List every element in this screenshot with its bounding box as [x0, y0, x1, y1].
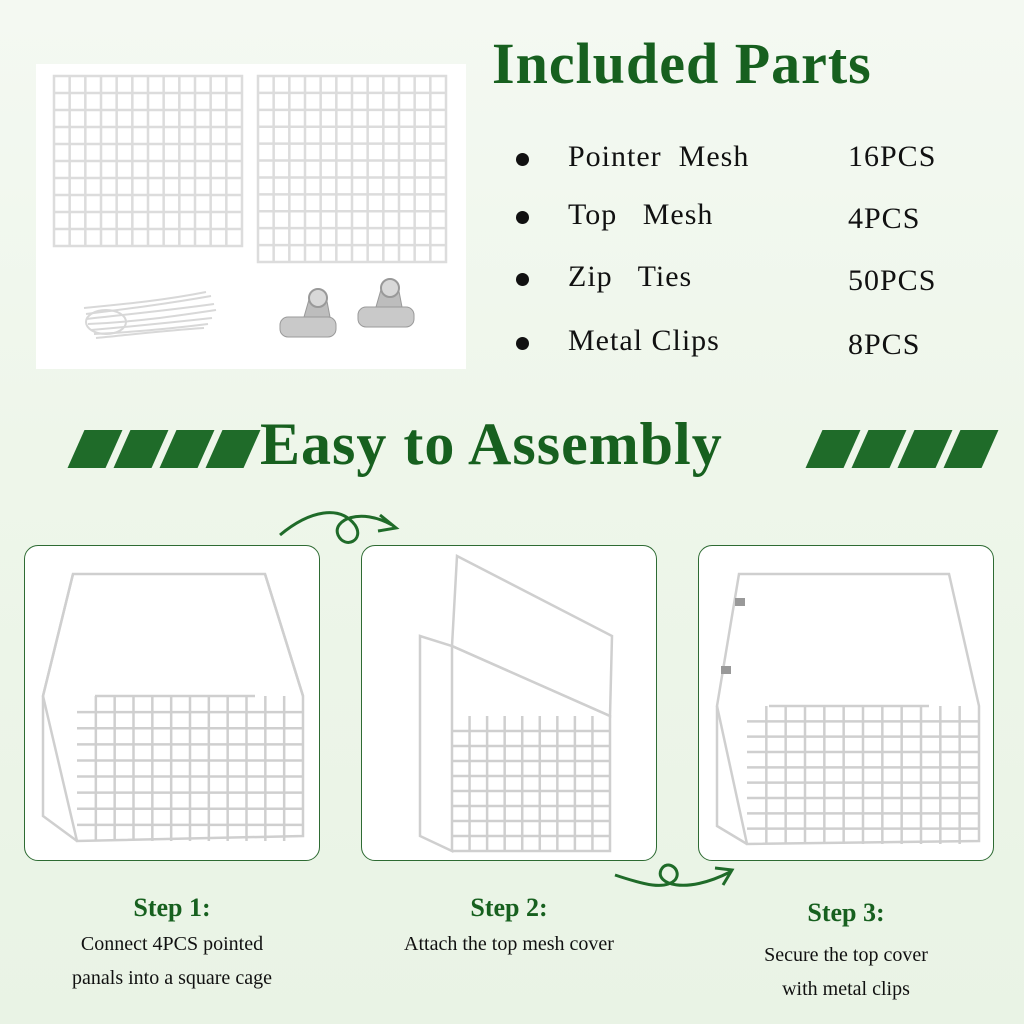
step-1-label: Step 1:	[133, 893, 211, 922]
list-item	[510, 198, 980, 238]
included-parts-image	[36, 64, 466, 369]
page-title: Included Parts	[492, 31, 872, 96]
part-name: Zip Ties	[568, 260, 693, 293]
step-3-image	[698, 545, 994, 861]
part-quantity: 50PCS	[848, 264, 937, 297]
step-2-image	[361, 545, 657, 861]
step-1-image	[24, 545, 320, 861]
bullet-icon	[516, 337, 529, 350]
mesh-panel-image	[54, 76, 242, 246]
decorative-stripes-right	[800, 430, 990, 468]
bullet-icon	[516, 153, 529, 166]
step-2-line-1: Attach the top mesh cover	[404, 933, 614, 955]
step-3-line-2: with metal clips	[782, 978, 910, 1000]
mesh-panel-image	[258, 76, 446, 262]
step-3-label: Step 3:	[807, 898, 885, 927]
bullet-icon	[516, 211, 529, 224]
bullet-icon	[516, 273, 529, 286]
metal-clip-icon	[735, 598, 745, 606]
part-quantity: 8PCS	[848, 328, 921, 361]
assembly-title: Easy to Assembly	[260, 411, 723, 477]
decorative-stripes-left	[66, 430, 250, 468]
open-cage-image	[43, 574, 303, 841]
step-1-line-1: Connect 4PCS pointed	[80, 933, 264, 955]
step-3-description	[698, 938, 994, 1006]
list-item	[510, 140, 980, 180]
step-3-line-1: Secure the top cover	[764, 944, 928, 966]
part-name: Pointer Mesh	[568, 140, 750, 173]
metal-clip-image	[358, 279, 414, 327]
part-quantity: 16PCS	[848, 140, 937, 173]
closed-cage-image	[717, 574, 979, 844]
part-quantity: 4PCS	[848, 202, 921, 235]
part-name: Top Mesh	[568, 198, 714, 231]
list-item	[510, 260, 980, 300]
part-name: Metal Clips	[568, 324, 720, 357]
step-2-label: Step 2:	[470, 893, 548, 922]
cage-with-cover-image	[420, 556, 612, 851]
step-1-line-2: panals into a square cage	[72, 967, 272, 989]
zip-ties-image	[84, 292, 216, 338]
list-item	[510, 324, 980, 364]
metal-clip-icon	[721, 666, 731, 674]
step-2-description	[361, 927, 657, 961]
metal-clip-image	[280, 289, 336, 337]
step-1-description	[24, 927, 320, 995]
